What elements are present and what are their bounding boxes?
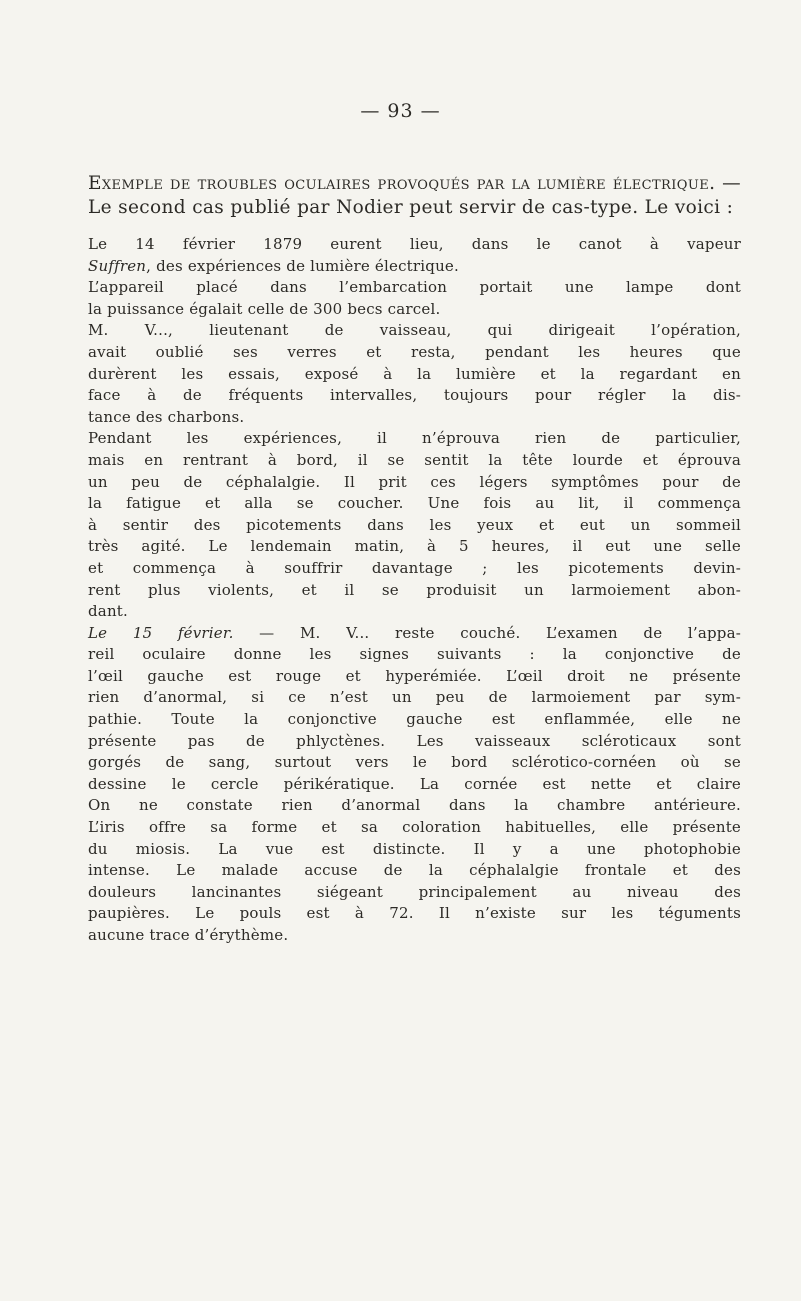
line-text: avait oublié ses verres et resta, pendant les heures que — [88, 342, 741, 361]
text-line — [88, 515, 741, 537]
text-line — [88, 774, 741, 796]
text-line — [88, 256, 741, 278]
line-text: tance des charbons. — [88, 407, 245, 426]
section-heading-title: Exemple de troubles oculaires provoqués par la lumière électrique. — [88, 173, 716, 194]
line-text: intense. Le malade accuse de la céphalalgie frontale et des — [88, 861, 741, 880]
line-text: présente pas de phlyctènes. Les vaisseaux scléroticaux sont — [88, 731, 741, 750]
text-line — [88, 234, 741, 256]
text-line — [88, 752, 741, 774]
line-text: On ne constate rien d’anormal dans la chambre antérieure. — [88, 796, 741, 815]
text-line — [88, 601, 741, 623]
text-line — [88, 860, 741, 882]
line-text: très agité. Le lendemain matin, à 5 heures, il eut une selle — [88, 537, 741, 556]
text-line — [88, 493, 741, 515]
text-line — [88, 687, 741, 709]
paragraph — [88, 623, 741, 947]
line-text: paupières. Le pouls est à 72. Il n’existe sur les téguments — [88, 904, 741, 923]
line-text: L’iris offre sa forme et sa coloration habituelles, elle présente — [88, 818, 741, 837]
line-text: du miosis. La vue est distincte. Il y a une photophobie — [88, 839, 741, 858]
line-text: L’appareil placé dans l’embarcation portait une lampe dont — [88, 278, 741, 297]
line-text: , des expériences de lumière électrique. — [146, 256, 459, 275]
line-text: — M. V... reste couché. L’examen de l’appa- — [233, 623, 741, 642]
text-line — [88, 450, 741, 472]
line-text: dessine le cercle périkératique. La cornée est nette et claire — [88, 774, 741, 793]
section-heading — [88, 172, 741, 220]
text-line — [88, 558, 741, 580]
line-text: face à de fréquents intervalles, toujours pour régler la dis- — [88, 386, 741, 405]
text-line — [88, 795, 741, 817]
text-line — [88, 839, 741, 861]
page-body — [88, 234, 741, 947]
line-text: la fatigue et alla se coucher. Une fois au lit, il commença — [88, 494, 741, 513]
line-text: à sentir des picotements dans les yeux et eut un sommeil — [88, 515, 741, 534]
text-line — [88, 385, 741, 407]
text-line — [88, 731, 741, 753]
paragraph — [88, 320, 741, 428]
paragraph — [88, 428, 741, 622]
line-text: reil oculaire donne les signes suivants : la conjonctive de — [88, 645, 741, 664]
text-line — [88, 580, 741, 602]
text-line — [88, 299, 741, 321]
line-text: pathie. Toute la conjonctive gauche est enflammée, elle ne — [88, 710, 741, 729]
text-line — [88, 925, 741, 947]
line-text: Le 14 février 1879 eurent lieu, dans le canot à vapeur — [88, 235, 741, 253]
text-line — [88, 428, 741, 450]
line-text: rien d’anormal, si ce n’est un peu de larmoiement par sym- — [88, 688, 741, 707]
text-line — [88, 342, 741, 364]
line-text: et commença à souffrir davantage ; les picotements devin- — [88, 558, 741, 577]
line-text: aucune trace d’érythème. — [88, 926, 289, 944]
text-line — [88, 623, 741, 645]
text-line — [88, 536, 741, 558]
line-text: douleurs lancinantes siégeant principalement au niveau des — [88, 882, 741, 901]
line-text: gorgés de sang, surtout vers le bord sclérotico-cornéen où se — [88, 753, 741, 772]
italic-text: Suffren — [88, 256, 147, 275]
line-text: un peu de céphalalgie. Il prit ces légers symptômes pour de — [88, 472, 741, 491]
text-line — [88, 903, 741, 925]
line-text: M. V..., lieutenant de vaisseau, qui dirigeait l’opération, — [88, 321, 741, 340]
line-text: l’œil gauche est rouge et hyperémiée. L’œil droit ne présente — [88, 666, 741, 685]
text-line — [88, 666, 741, 688]
line-text: la puissance égalait celle de 300 becs carcel. — [88, 299, 441, 318]
paragraph — [88, 277, 741, 320]
line-text: mais en rentrant à bord, il se sentit la tête lourde et éprouva — [88, 450, 741, 469]
text-line — [88, 472, 741, 494]
text-line — [88, 644, 741, 666]
line-text: durèrent les essais, exposé à la lumière et la regardant en — [88, 364, 741, 383]
text-line — [88, 407, 741, 429]
line-text: Pendant les expériences, il n’éprouva rien de particulier, — [88, 429, 741, 448]
page-number: — 93 — — [360, 100, 441, 122]
line-text: rent plus violents, et il se produisit un larmoiement abon- — [88, 580, 741, 599]
text-line — [88, 320, 741, 342]
text-line — [88, 817, 741, 839]
text-line — [88, 364, 741, 386]
section-heading-intro: — Le second cas publié par Nodier peut servir de cas-type. Le voici : — [88, 173, 741, 218]
text-line — [88, 882, 741, 904]
text-line — [88, 277, 741, 299]
text-line — [88, 709, 741, 731]
italic-text: Le 15 février. — [88, 623, 234, 642]
line-text: dant. — [88, 602, 129, 621]
paragraph — [88, 234, 741, 277]
